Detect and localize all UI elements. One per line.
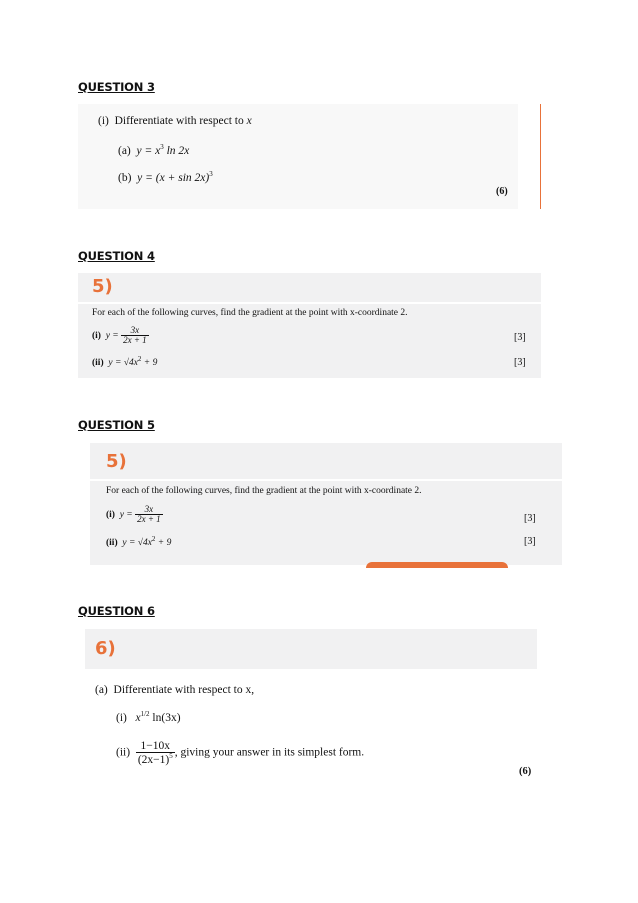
q5-part-i <box>106 505 163 525</box>
question-4-card <box>78 273 541 378</box>
q5-part-ii <box>106 535 171 548</box>
q6-part-ii <box>116 740 364 766</box>
q3-part-a-label: (a) <box>118 144 131 157</box>
q3-part-a-tail: ln 2x <box>163 144 190 157</box>
q5-intro: For each of the following curves, find the gradient at the point with x-coordinate 2. <box>106 486 422 496</box>
q4-part-ii-label: (ii) <box>92 358 104 369</box>
q3-intro-text: Differentiate with respect to <box>114 115 244 127</box>
question-3-card <box>78 104 518 209</box>
q5-part-ii-marks: [3] <box>524 536 536 547</box>
q3-intro-label: (i) <box>98 115 109 127</box>
q4-divider <box>78 302 541 304</box>
q6-marks: (6) <box>519 766 532 777</box>
question-5-card <box>90 443 562 565</box>
q6-part-i-exp: 1/2 <box>140 710 150 718</box>
q4-number: 5) <box>92 276 113 297</box>
q6-part-ii-label: (ii) <box>116 746 131 759</box>
q3-intro <box>98 115 252 127</box>
q5-part-i-lhs: y = <box>119 510 133 521</box>
q3-part-b-exp: 3 <box>209 170 213 178</box>
q5-accent-tab <box>366 562 508 568</box>
q5-part-ii-expr: y = √4x <box>122 538 152 549</box>
q4-part-i-den: 2x + 1 <box>123 335 147 346</box>
q5-part-i-den: 2x + 1 <box>137 514 161 525</box>
q4-part-ii-tail: + 9 <box>141 358 158 369</box>
q6-part-i-base: x <box>135 711 141 724</box>
q4-part-ii-expr: y = √4x <box>108 358 138 369</box>
q5-number: 5) <box>106 451 127 472</box>
q6-part-ii-tail: , giving your answer in its simplest form. <box>174 746 365 759</box>
q3-part-b-expr: y = (x + sin 2x) <box>137 171 210 184</box>
q4-part-ii-marks: [3] <box>514 357 526 368</box>
q3-accent-line <box>540 104 541 209</box>
q4-part-i-marks: [3] <box>514 332 526 343</box>
q6-part-ii-den: (2x−1) <box>137 753 170 766</box>
question-6-heading: QUESTION 6 <box>78 604 155 618</box>
q6-part-i-tail: ln(3x) <box>149 711 181 724</box>
q5-part-ii-exp: 2 <box>151 535 156 543</box>
q3-part-a-expr: y = x <box>136 144 161 157</box>
q3-part-b-label: (b) <box>118 171 132 184</box>
q6-part-i <box>116 710 181 724</box>
q3-part-a-exp: 3 <box>160 143 164 151</box>
q4-part-ii-exp: 2 <box>137 355 142 363</box>
question-5-heading: QUESTION 5 <box>78 418 155 432</box>
q6-intro-text: Differentiate with respect to x, <box>113 684 255 696</box>
q5-part-i-num: 3x <box>135 505 163 515</box>
q4-part-i <box>92 326 149 346</box>
q6-part-ii-num: 1−10x <box>136 740 175 753</box>
q6-part-ii-den-exp: 5 <box>169 752 173 761</box>
q5-part-i-label: (i) <box>106 510 115 521</box>
q5-part-ii-label: (ii) <box>106 538 118 549</box>
q3-marks: (6) <box>496 186 508 197</box>
q6-intro-label: (a) <box>95 684 108 696</box>
q3-part-b <box>118 170 213 184</box>
q6-number: 6) <box>95 638 116 659</box>
q4-intro: For each of the following curves, find the gradient at the point with x-coordinate 2. <box>92 308 408 318</box>
q5-divider <box>90 479 562 481</box>
question-6-number-card <box>85 629 537 669</box>
q4-part-i-num: 3x <box>121 326 149 336</box>
q5-part-ii-tail: + 9 <box>155 538 172 549</box>
q4-part-i-lhs: y = <box>105 331 119 342</box>
q4-part-ii <box>92 355 157 368</box>
q3-part-a <box>118 143 189 157</box>
q6-intro <box>95 684 254 696</box>
q6-part-i-label: (i) <box>116 711 127 724</box>
q3-intro-var: x <box>246 115 252 127</box>
question-4-heading: QUESTION 4 <box>78 249 155 263</box>
q5-part-i-marks: [3] <box>524 513 536 524</box>
q4-part-i-label: (i) <box>92 331 101 342</box>
question-3-heading: QUESTION 3 <box>78 80 155 94</box>
